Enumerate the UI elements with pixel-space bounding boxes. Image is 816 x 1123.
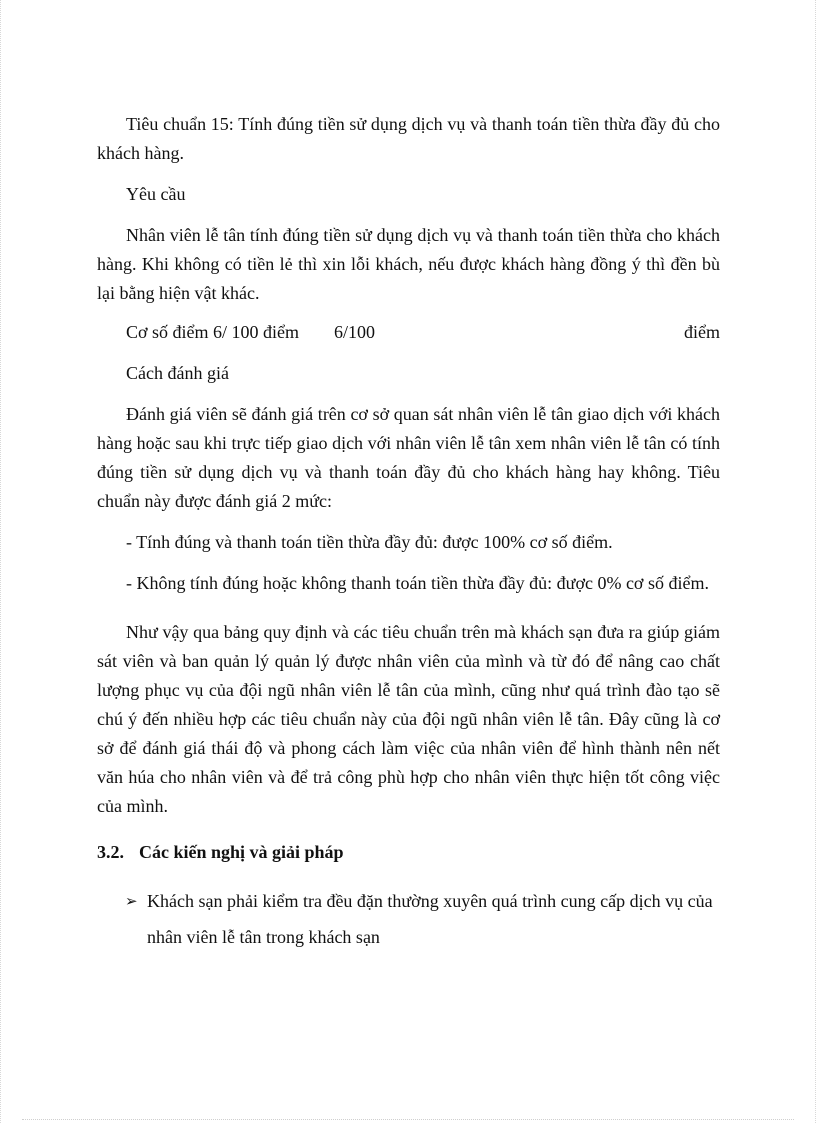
evaluation-level-full: - Tính đúng và thanh toán tiền thừa đầy đủ: được 100% cơ số điểm. bbox=[126, 532, 613, 552]
section-number: 3.2. bbox=[97, 842, 124, 862]
bullet-text: Khách sạn phải kiểm tra đều đặn thường xuyên quá trình cung cấp dịch vụ của nhân viên lễ tân trong khách sạn bbox=[147, 891, 713, 947]
section-title: Các kiến nghị và giải pháp bbox=[139, 842, 344, 862]
bullet-item bbox=[97, 883, 720, 955]
score-label: Cơ số điểm 6/ 100 điểm bbox=[126, 322, 300, 342]
document-body bbox=[97, 110, 720, 955]
requirement-heading: Yêu cầu bbox=[126, 184, 186, 204]
arrow-bullet-icon: ➢ bbox=[125, 892, 138, 910]
evaluation-heading: Cách đánh giá bbox=[126, 363, 229, 383]
requirement-paragraph: Nhân viên lễ tân tính đúng tiền sử dụng dịch vụ và thanh toán tiền thừa cho khách hàng. Khi không có tiền lẻ thì xin lỗi khách, nếu được khách hàng đồng ý thì đền bù lại bằng hiện vật khác. bbox=[97, 225, 720, 303]
score-value: 6/100 bbox=[334, 322, 376, 342]
section-heading bbox=[97, 838, 720, 867]
evaluation-level-zero: - Không tính đúng hoặc không thanh toán tiền thừa đầy đủ: được 0% cơ số điểm. bbox=[126, 573, 709, 593]
criterion-paragraph: Tiêu chuẩn 15: Tính đúng tiền sử dụng dịch vụ và thanh toán tiền thừa đầy đủ cho khách hàng. bbox=[97, 114, 720, 163]
page-bottom-rule bbox=[22, 1119, 794, 1120]
score-unit: điểm bbox=[684, 322, 720, 342]
score-line bbox=[97, 318, 720, 347]
conclusion-paragraph: Như vậy qua bảng quy định và các tiêu chuẩn trên mà khách sạn đưa ra giúp giám sát viên và ban quản lý quản lý được nhân viên của mình và từ đó để nâng cao chất lượng phục vụ của đội ngũ nhân viên lễ tân của mình, cũng như quá trình đào tạo sẽ chú ý đến nhiều hợp các tiêu chuẩn này của đội ngũ nhân viên lễ tân. Đây cũng là cơ sở để đánh giá thái độ và phong cách làm việc của nhân viên để hình thành nên nết văn húa cho nhân viên và để trả công phù hợp cho nhân viên thực hiện tốt công việc của mình. bbox=[97, 622, 720, 816]
evaluation-paragraph: Đánh giá viên sẽ đánh giá trên cơ sở quan sát nhân viên lễ tân giao dịch với khách hàng hoặc sau khi trực tiếp giao dịch với nhân viên lễ tân xem nhân viên lễ tân có tính đúng tiền sử dụng dịch vụ và thanh toán đầy đủ cho khách hàng hay không. Tiêu chuẩn này được đánh giá 2 mức: bbox=[97, 404, 720, 511]
